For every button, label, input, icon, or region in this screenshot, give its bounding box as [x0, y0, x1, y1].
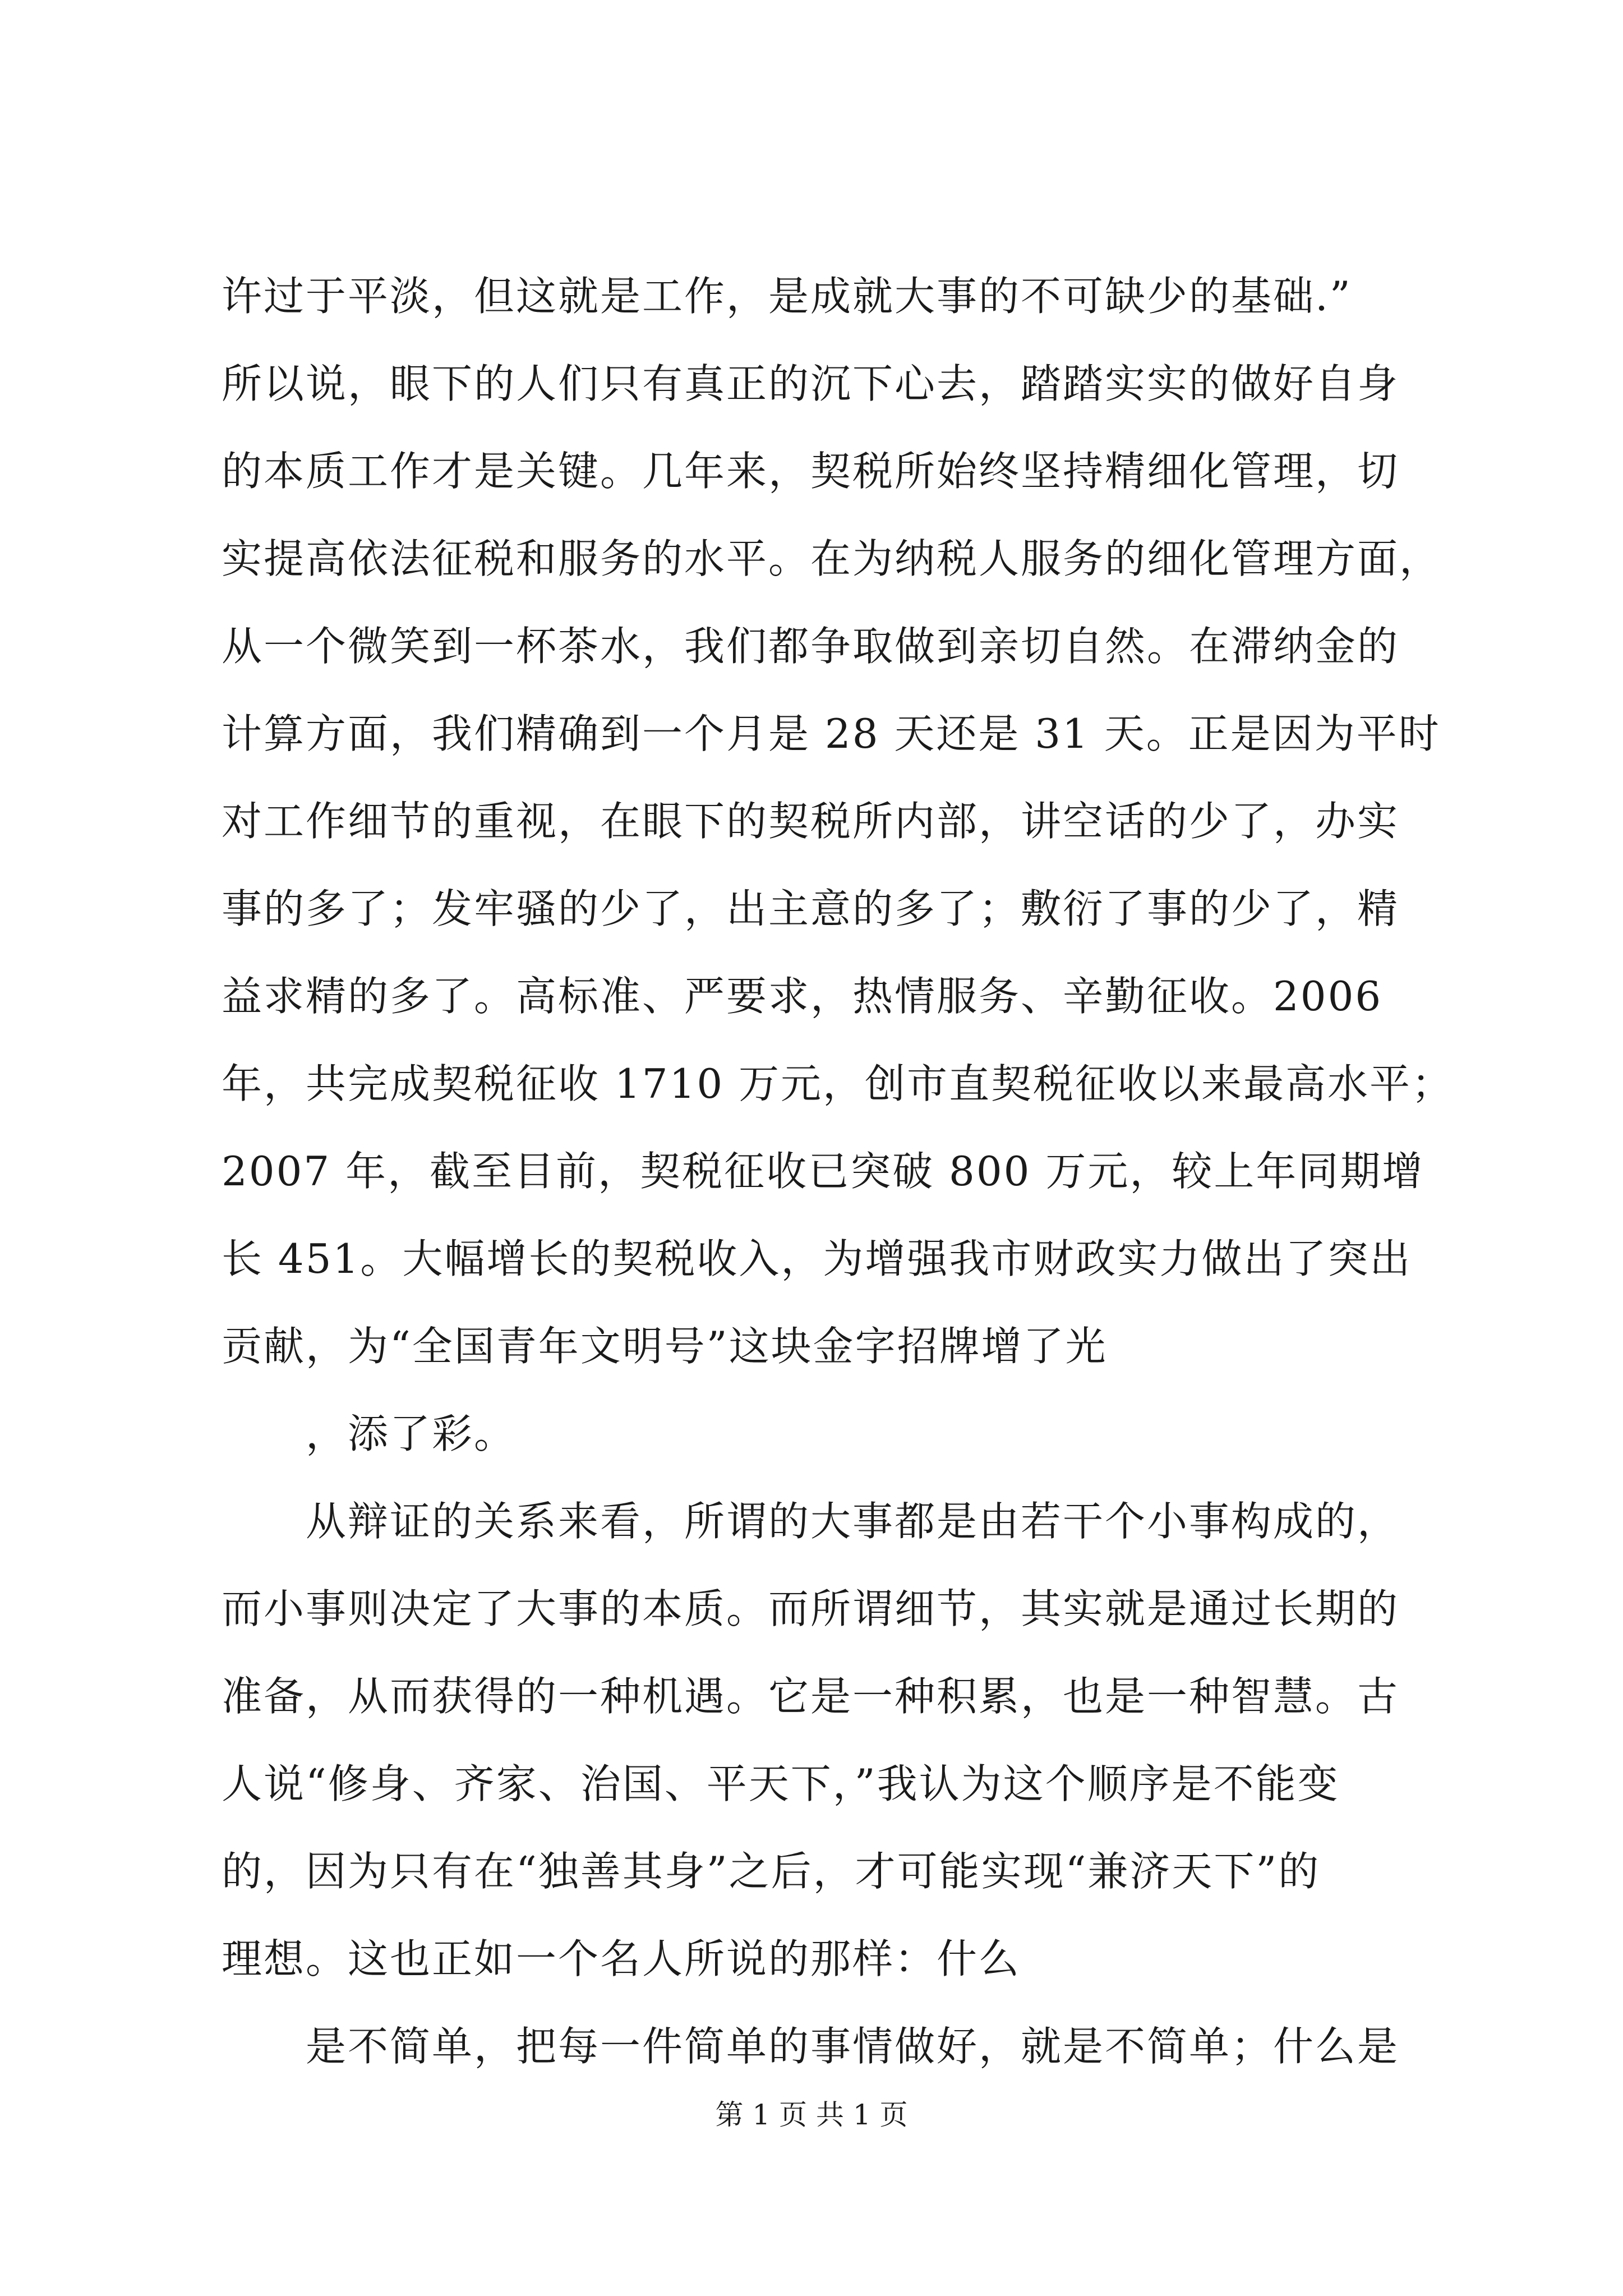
text-line: 益求精的多了。高标准、严要求，热情服务、辛勤征收。2006: [222, 973, 1383, 1020]
text-line: 对工作细节的重视，在眼下的契税所内部，讲空话的少了，办实: [222, 798, 1400, 845]
text-line: 理想。这也正如一个名人所说的那样：什么: [222, 1935, 1021, 1982]
text-line: 贡献，为“全国青年文明号”这块金字招牌增了光: [222, 1323, 1108, 1370]
text-line: 长 451。大幅增长的契税收入，为增强我市财政实力做出了突出: [222, 1235, 1412, 1282]
text-line: 2007 年，截至目前，契税征收已突破 800 万元，较上年同期增: [222, 1148, 1424, 1195]
text-line: 的，因为只有在“独善其身”之后，才可能实现“兼济天下”的: [222, 1848, 1321, 1895]
text-line: ，添了彩。: [306, 1410, 517, 1457]
page-footer: [0, 2095, 1623, 2134]
document-body: [222, 252, 1454, 2090]
text-line: 是不简单，把每一件简单的事情做好，就是不简单；什么是: [306, 2023, 1400, 2070]
text-line: 人说“修身、齐家、治国、平天下，”我认为这个顺序是不能变: [222, 1760, 1340, 1807]
page-number-label: 第 1 页 共 1 页: [715, 2099, 908, 2131]
text-line: 所以说，眼下的人们只有真正的沉下心去，踏踏实实的做好自身: [222, 360, 1400, 407]
text-line: 事的多了；发牢骚的少了，出主意的多了；敷衍了事的少了，精: [222, 885, 1400, 932]
text-line: 许过于平淡，但这就是工作，是成就大事的不可缺少的基础.”: [222, 273, 1352, 320]
text-line: 年，共完成契税征收 1710 万元，创市直契税征收以来最高水平；: [222, 1060, 1454, 1107]
text-line: 而小事则决定了大事的本质。而所谓细节，其实就是通过长期的: [222, 1585, 1400, 1632]
text-line: 从一个微笑到一杯茶水，我们都争取做到亲切自然。在滞纳金的: [222, 623, 1400, 670]
text-line: 实提高依法征税和服务的水平。在为纳税人服务的细化管理方面，: [222, 535, 1442, 582]
paragraph-start-line: 从辩证的关系来看，所谓的大事都是由若干个小事构成的，: [306, 1498, 1400, 1545]
text-line: 计算方面，我们精确到一个月是 28 天还是 31 天。正是因为平时: [222, 710, 1441, 757]
text-line: 准备，从而获得的一种机遇。它是一种积累，也是一种智慧。古: [222, 1673, 1400, 1720]
text-line: 的本质工作才是关键。几年来，契税所始终坚持精细化管理，切: [222, 448, 1400, 495]
